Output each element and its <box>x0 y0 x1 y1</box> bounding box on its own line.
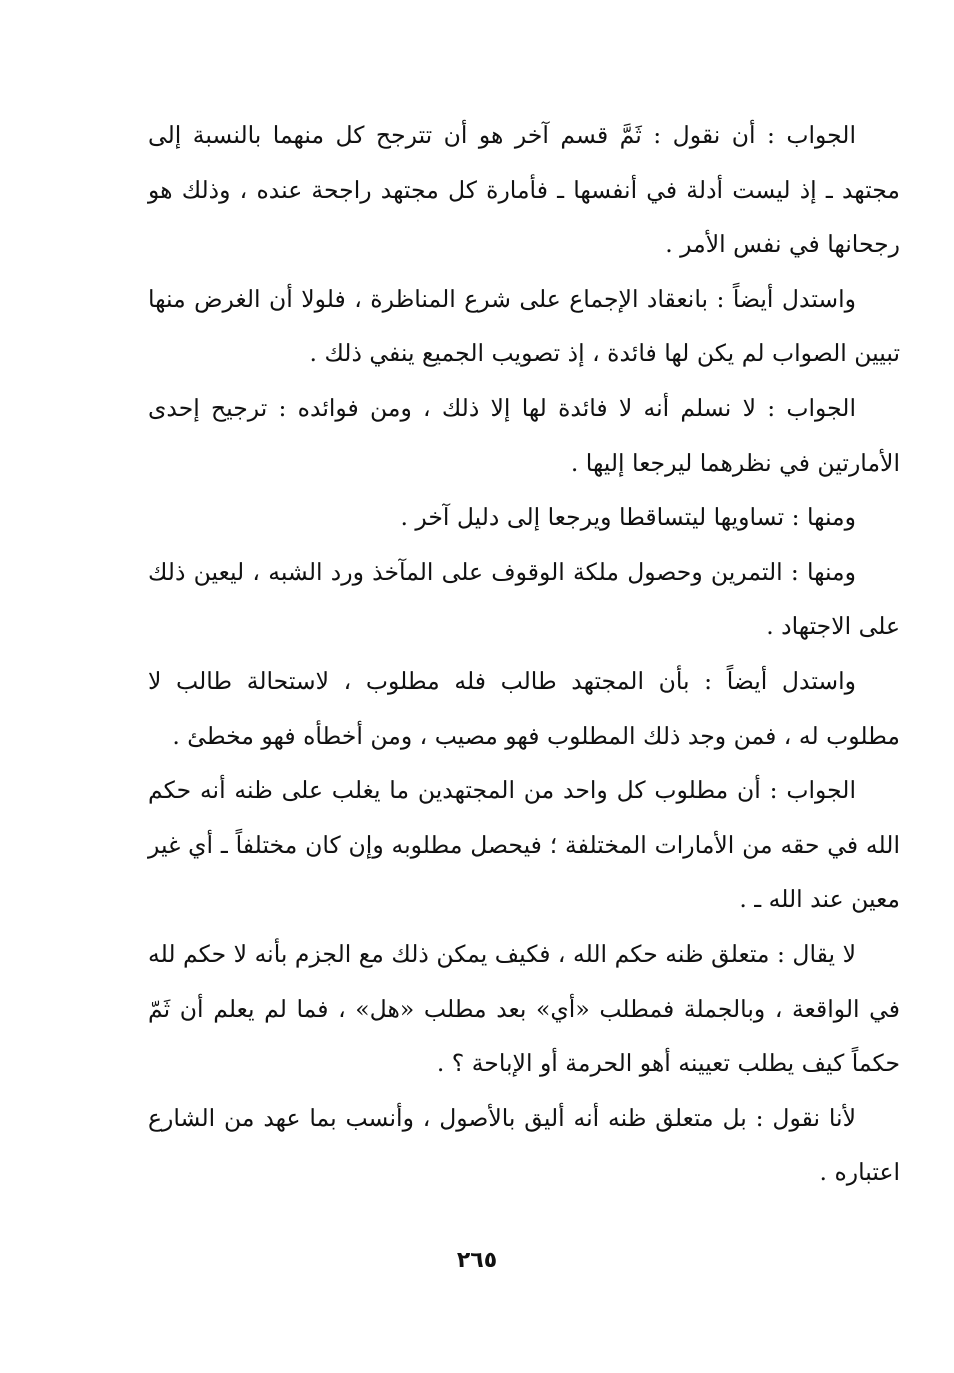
paragraph-answer-2: الجواب : لا نسلم أنه لا فائدة لها إلا ذلك ، ومن فوائده : ترجيح إحدى الأمارتين في نظرهما ليرجعا إليها . <box>148 393 900 477</box>
paragraph-reply: لأنا نقول : بل متعلق ظنه أنه أليق بالأصول ، وأنسب بما عهد من الشارع اعتباره . <box>148 1103 900 1187</box>
paragraph-answer-1: الجواب : أن نقول : ثَمَّ قسم آخر هو أن تترجح كل منهما بالنسبة إلى مجتهد ـ إذ ليست أدلة في أنفسها ـ فأمارة كل مجتهد راجحة عنده ، وذلك هو رجحانها في نفس الأمر . <box>148 121 900 259</box>
paragraph-argument-seeker: واستدل أيضاً : بأن المجتهد طالب فله مطلوب ، لاستحالة طالب لا مطلوب له ، فمن وجد ذلك المطلوب فهو مصيب ، ومن أخطأه فهو مخطئ . <box>148 666 900 750</box>
body-text <box>148 108 900 1200</box>
page-number: ٢٦٥ <box>456 1248 498 1273</box>
paragraph-objection: لا يقال : متعلق ظنه حكم الله ، فكيف يمكن ذلك مع الجزم بأنه لا حكم لله في الواقعة ، وبالجملة فمطلب «أي» بعد مطلب «هل» ، فما لم يعلم أن ثَمّ حكماً كيف يطلب تعيينه أهو الحرمة أو الإباحة ؟ . <box>148 939 900 1078</box>
paragraph-benefit-training: ومنها : التمرين وحصول ملكة الوقوف على المآخذ ورد الشبه ، ليعين ذلك على الاجتهاد . <box>148 557 900 641</box>
paragraph-benefit-equality: ومنها : تساويها ليتساقطا ويرجعا إلى دليل آخر . <box>400 503 856 532</box>
paragraph-answer-3: الجواب : أن مطلوب كل واحد من المجتهدين ما يغلب على ظنه أنه حكم الله في حقه من الأمارات المختلفة ؛ فيحصل مطلوبه وإن كان مختلفاً ـ أي غير معين عند الله ـ . <box>148 776 900 914</box>
paragraph-argument-debate: واستدل أيضاً : بانعقاد الإجماع على شرع المناظرة ، فلولا أن الغرض منها تبيين الصواب لم يكن لها فائدة ، إذ تصويب الجميع ينفي ذلك . <box>148 284 900 368</box>
